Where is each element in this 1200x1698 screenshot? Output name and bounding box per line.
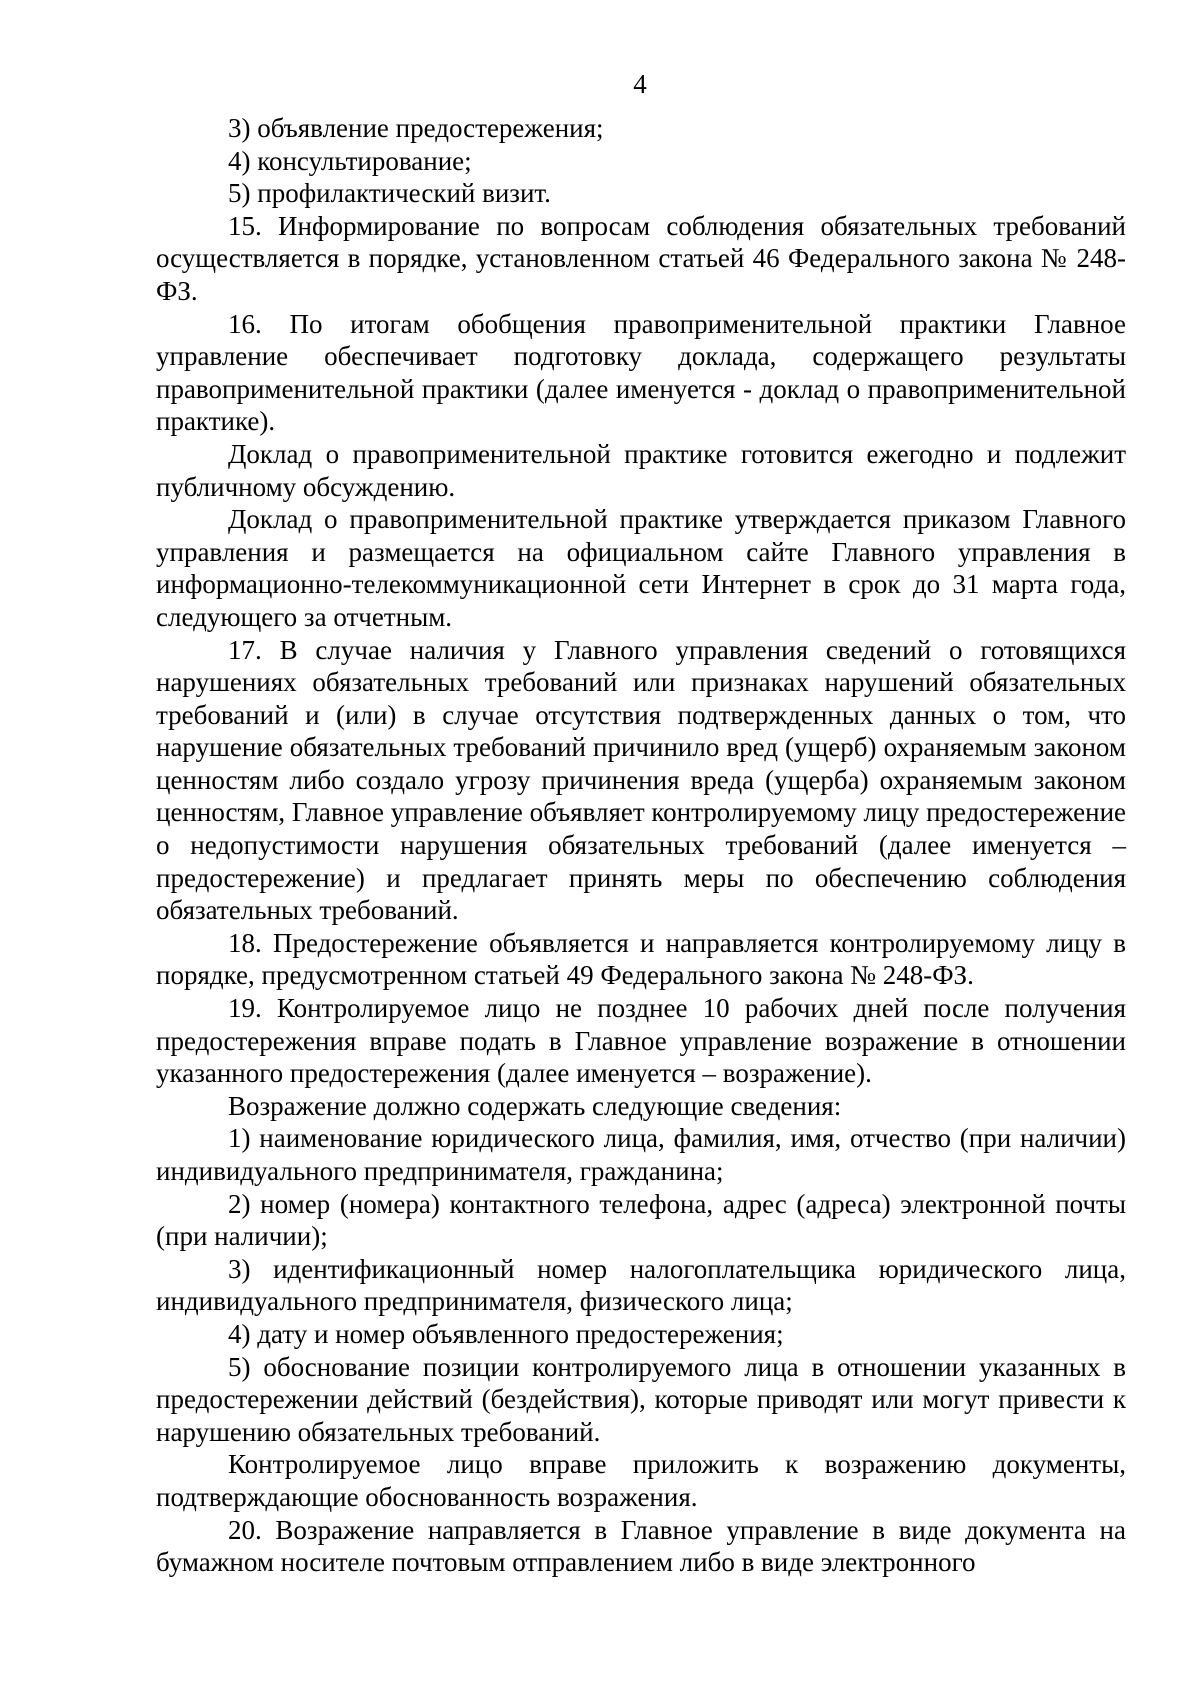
objection-item-1: 1) наименование юридического лица, фамилия, имя, отчество (при наличии) индивидуального предпринимателя, гражданина; [156, 1123, 1126, 1186]
objection-item-5: 5) обоснование позиции контролируемого лица в отношении указанных в предостережении действий (бездействия), которые приводят или могут привести к нарушению обязательных требований. [156, 1351, 1126, 1447]
paragraph-19-attachments: Контролируемое лицо вправе приложить к возражению документы, подтверждающие обоснованность возражения. [156, 1449, 1126, 1512]
paragraph-19: 19. Контролируемое лицо не позднее 10 рабочих дней после получения предостережения вправе подать в Главное управление возражение в отношении указанного предостережения (далее именуется – возражение). [156, 993, 1126, 1089]
paragraph-17: 17. В случае наличия у Главного управления сведений о готовящихся нарушениях обязательных требований или признаках нарушений обязательных требований и (или) в случае отсутствия подтвержденных данных о том, что нарушение обязательных требований причинило вред (ущерб) охраняемым законом ценностям либо создало угрозу причинения вреда (ущерба) охраняемым законом ценностям, Главное управление объявляет контролируемому лицу предостережение о недопустимости нарушения обязательных требований (далее именуется – предостережение) и предлагает принять меры по обеспечению соблюдения обязательных требований. [156, 634, 1127, 926]
paragraph-16: 16. По итогам обобщения правоприменительной практики Главное управление обеспечивает подготовку доклада, содержащего результаты правоприменительной практики (далее именуется - доклад о правоприменительной практике). [156, 308, 1126, 437]
paragraph-18: 18. Предостережение объявляется и направляется контролируемому лицу в порядке, предусмотренном статьей 49 Федерального закона № 248-ФЗ. [156, 927, 1126, 991]
paragraph-16-report-approval: Доклад о правоприменительной практике утверждается приказом Главного управления и размещается на официальном сайте Главного управления в информационно-телекоммуникационной сети Интернет в срок до 31 марта года, следующего за отчетным. [156, 504, 1126, 632]
paragraph-item-4: 4) консультирование; [228, 145, 472, 176]
paragraph-19-objection-contents: Возражение должно содержать следующие сведения: [228, 1090, 842, 1121]
document-body [156, 112, 1126, 1579]
paragraph-item-5: 5) профилактический визит. [228, 178, 551, 209]
paragraph-15: 15. Информирование по вопросам соблюдения обязательных требований осуществляется в порядке, установленном статьей 46 Федерального закона № 248-ФЗ. [156, 210, 1126, 306]
paragraph-20: 20. Возражение направляется в Главное управление в виде документа на бумажном носителе почтовым отправлением либо в виде электронного [156, 1514, 1126, 1578]
objection-item-4: 4) дату и номер объявленного предостережения; [228, 1318, 784, 1349]
paragraph-16-report-annual: Доклад о правоприменительной практике готовится ежегодно и подлежит публичному обсуждению. [156, 438, 1126, 502]
page-number: 4 [633, 69, 647, 99]
objection-item-2: 2) номер (номера) контактного телефона, адрес (адреса) электронной почты (при наличии); [156, 1188, 1126, 1252]
paragraph-item-3: 3) объявление предостережения; [228, 113, 604, 143]
objection-item-3: 3) идентификационный номер налогоплательщика юридического лица, индивидуального предпринимателя, физического лица; [156, 1253, 1126, 1317]
